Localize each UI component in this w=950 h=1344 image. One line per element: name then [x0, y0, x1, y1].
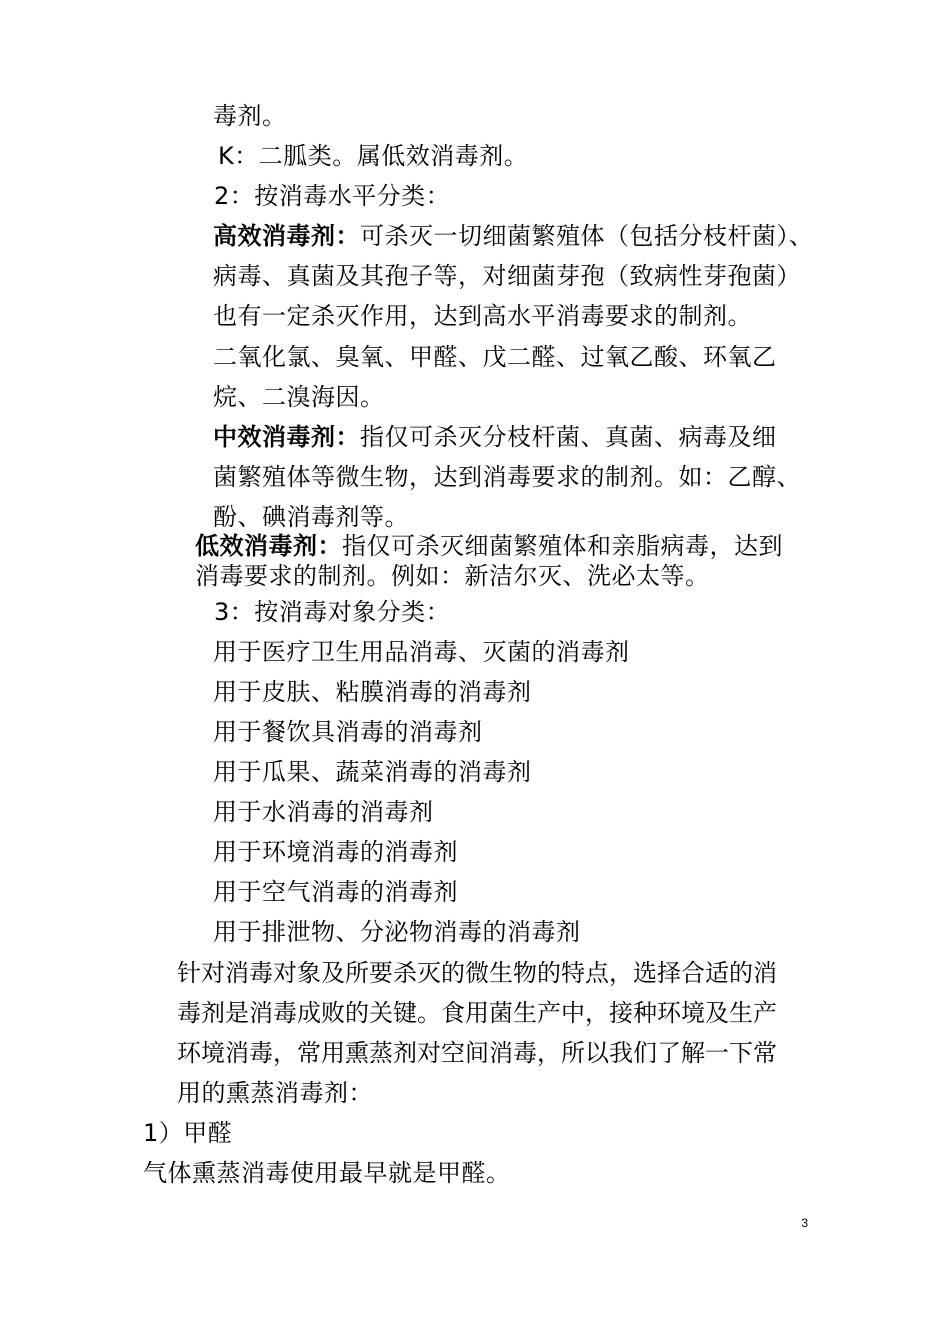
term-definition: 可杀灭一切细菌繁殖体（包括分枝杆菌）、 — [360, 222, 814, 250]
text-line: 烷、二溴海因。 — [213, 383, 385, 411]
text-line: 病毒、真菌及其孢子等，对细菌芽孢（致病性芽孢菌） — [213, 262, 801, 290]
text-line: 消毒要求的制剂。例如：新洁尔灭、洗必太等。 — [195, 562, 710, 590]
text-line: 菌繁殖体等微生物，达到消毒要求的制剂。如：乙醇、 — [213, 463, 801, 491]
text-line: 酚、碘消毒剂等。 — [213, 503, 409, 531]
list-item: 用于医疗卫生用品消毒、灭菌的消毒剂 — [213, 638, 630, 666]
term-low-efficiency: 低效消毒剂： — [195, 532, 342, 560]
text-line — [213, 220, 814, 252]
text-line: 二氧化氯、臭氧、甲醛、戊二醛、过氧乙酸、环氧乙 — [213, 343, 777, 371]
text-line: 毒剂。 — [213, 102, 287, 130]
text-line: 针对消毒对象及所要杀灭的微生物的特点，选择合适的消 — [177, 959, 777, 987]
term-definition: 指仅可杀灭分枝杆菌、真菌、病毒及细 — [360, 423, 777, 451]
term-high-efficiency: 高效消毒剂： — [213, 222, 360, 250]
text-line — [213, 421, 777, 453]
text-line: 气体熏蒸消毒使用最早就是甲醛。 — [143, 1159, 511, 1187]
page-number: 3 — [801, 1216, 808, 1230]
list-item: 用于皮肤、粘膜消毒的消毒剂 — [213, 678, 532, 706]
list-item: 用于环境消毒的消毒剂 — [213, 838, 458, 866]
term-definition: 指仅可杀灭细菌繁殖体和亲脂病毒，达到 — [342, 532, 783, 560]
list-item: 用于水消毒的消毒剂 — [213, 798, 434, 826]
text-line: 也有一定杀灭作用，达到高水平消毒要求的制剂。 — [213, 302, 752, 330]
text-line: 毒剂是消毒成败的关键。食用菌生产中，接种环境及生产 — [177, 999, 777, 1027]
term-mid-efficiency: 中效消毒剂： — [213, 423, 360, 451]
subsection-heading: 1）甲醛 — [143, 1119, 233, 1147]
list-item: 用于餐饮具消毒的消毒剂 — [213, 718, 483, 746]
text-line: 环境消毒，常用熏蒸剂对空间消毒，所以我们了解一下常 — [177, 1039, 777, 1067]
text-line — [195, 530, 783, 562]
section-heading: 3：按消毒对象分类： — [214, 598, 451, 626]
section-heading: 2：按消毒水平分类： — [214, 182, 451, 210]
list-item: 用于空气消毒的消毒剂 — [213, 878, 458, 906]
text-line: 用的熏蒸消毒剂： — [177, 1079, 373, 1107]
list-item: 用于排泄物、分泌物消毒的消毒剂 — [213, 918, 581, 946]
list-item: 用于瓜果、蔬菜消毒的消毒剂 — [213, 758, 532, 786]
text-line: K：二胍类。属低效消毒剂。 — [218, 142, 529, 170]
